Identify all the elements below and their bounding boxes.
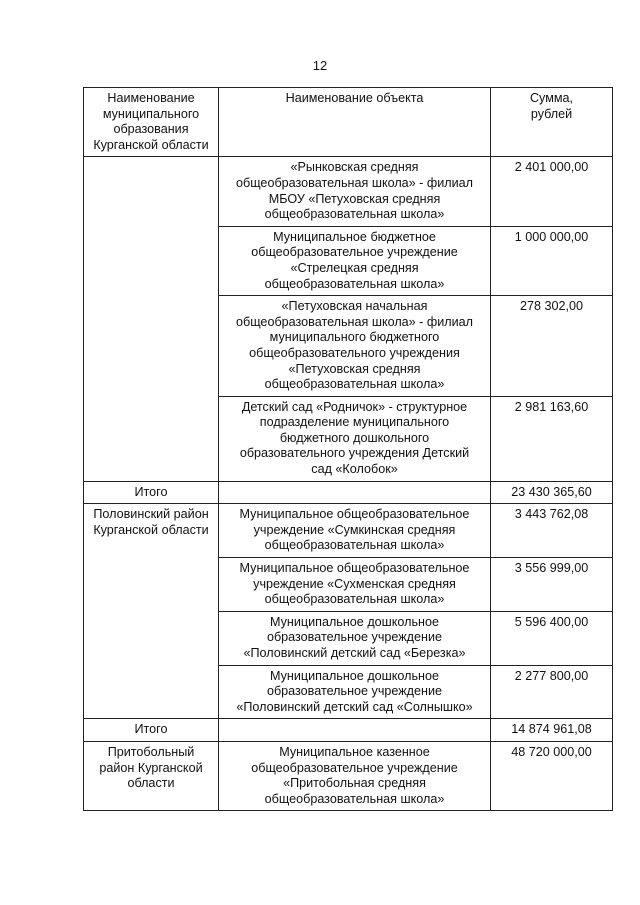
object-cell: Муниципальное дошкольное образовательное учреждение «Половинский детский сад «Солнышко»	[219, 665, 491, 719]
total-empty-cell	[219, 719, 491, 742]
header-object: Наименование объекта	[219, 88, 491, 157]
object-cell: Муниципальное дошкольное образовательное учреждение «Половинский детский сад «Березка»	[219, 611, 491, 665]
sum-cell: 2 981 163,60	[491, 396, 613, 481]
table-row	[84, 157, 613, 226]
object-cell: Детский сад «Родничок» - структурное подразделение муниципального бюджетного дошкольного образовательного учреждения Детский сад «Колобок»	[219, 396, 491, 481]
funding-table	[83, 87, 613, 811]
total-sum: 14 874 961,08	[491, 719, 613, 742]
total-sum: 23 430 365,60	[491, 481, 613, 504]
sum-cell: 2 277 800,00	[491, 665, 613, 719]
total-empty-cell	[219, 481, 491, 504]
header-municipality: Наименование муниципального образования Курганской области	[84, 88, 219, 157]
total-label: Итого	[84, 719, 219, 742]
object-cell: «Петуховская начальная общеобразовательная школа» - филиал муниципального бюджетного общеобразовательного учреждения «Петуховская средняя общеобразовательная школа»	[219, 296, 491, 397]
sum-cell: 5 596 400,00	[491, 611, 613, 665]
municipality-cell: Притобольный район Курганской области	[84, 741, 219, 810]
object-cell: «Рынковская средняя общеобразовательная школа» - филиал МБОУ «Петуховская средняя общеобразовательная школа»	[219, 157, 491, 226]
table-row	[84, 504, 613, 558]
object-cell: Муниципальное казенное общеобразовательное учреждение «Притобольная средняя общеобразовательная школа»	[219, 741, 491, 810]
total-label: Итого	[84, 481, 219, 504]
table-row	[84, 741, 613, 810]
sum-cell: 1 000 000,00	[491, 226, 613, 295]
municipality-cell: Половинский район Курганской области	[84, 504, 219, 719]
table-body	[84, 157, 613, 811]
page-number: 12	[312, 58, 328, 73]
total-row	[84, 481, 613, 504]
sum-cell: 3 556 999,00	[491, 558, 613, 612]
object-cell: Муниципальное общеобразовательное учреждение «Сумкинская средняя общеобразовательная школа»	[219, 504, 491, 558]
sum-cell: 3 443 762,08	[491, 504, 613, 558]
total-row	[84, 719, 613, 742]
object-cell: Муниципальное бюджетное общеобразовательное учреждение «Стрелецкая средняя общеобразовательная школа»	[219, 226, 491, 295]
object-cell: Муниципальное общеобразовательное учреждение «Сухменская средняя общеобразовательная школа»	[219, 558, 491, 612]
municipality-cell	[84, 157, 219, 481]
sum-cell: 48 720 000,00	[491, 741, 613, 810]
table-header-row	[84, 88, 613, 157]
sum-cell: 278 302,00	[491, 296, 613, 397]
header-sum: Сумма, рублей	[491, 88, 613, 157]
sum-cell: 2 401 000,00	[491, 157, 613, 226]
